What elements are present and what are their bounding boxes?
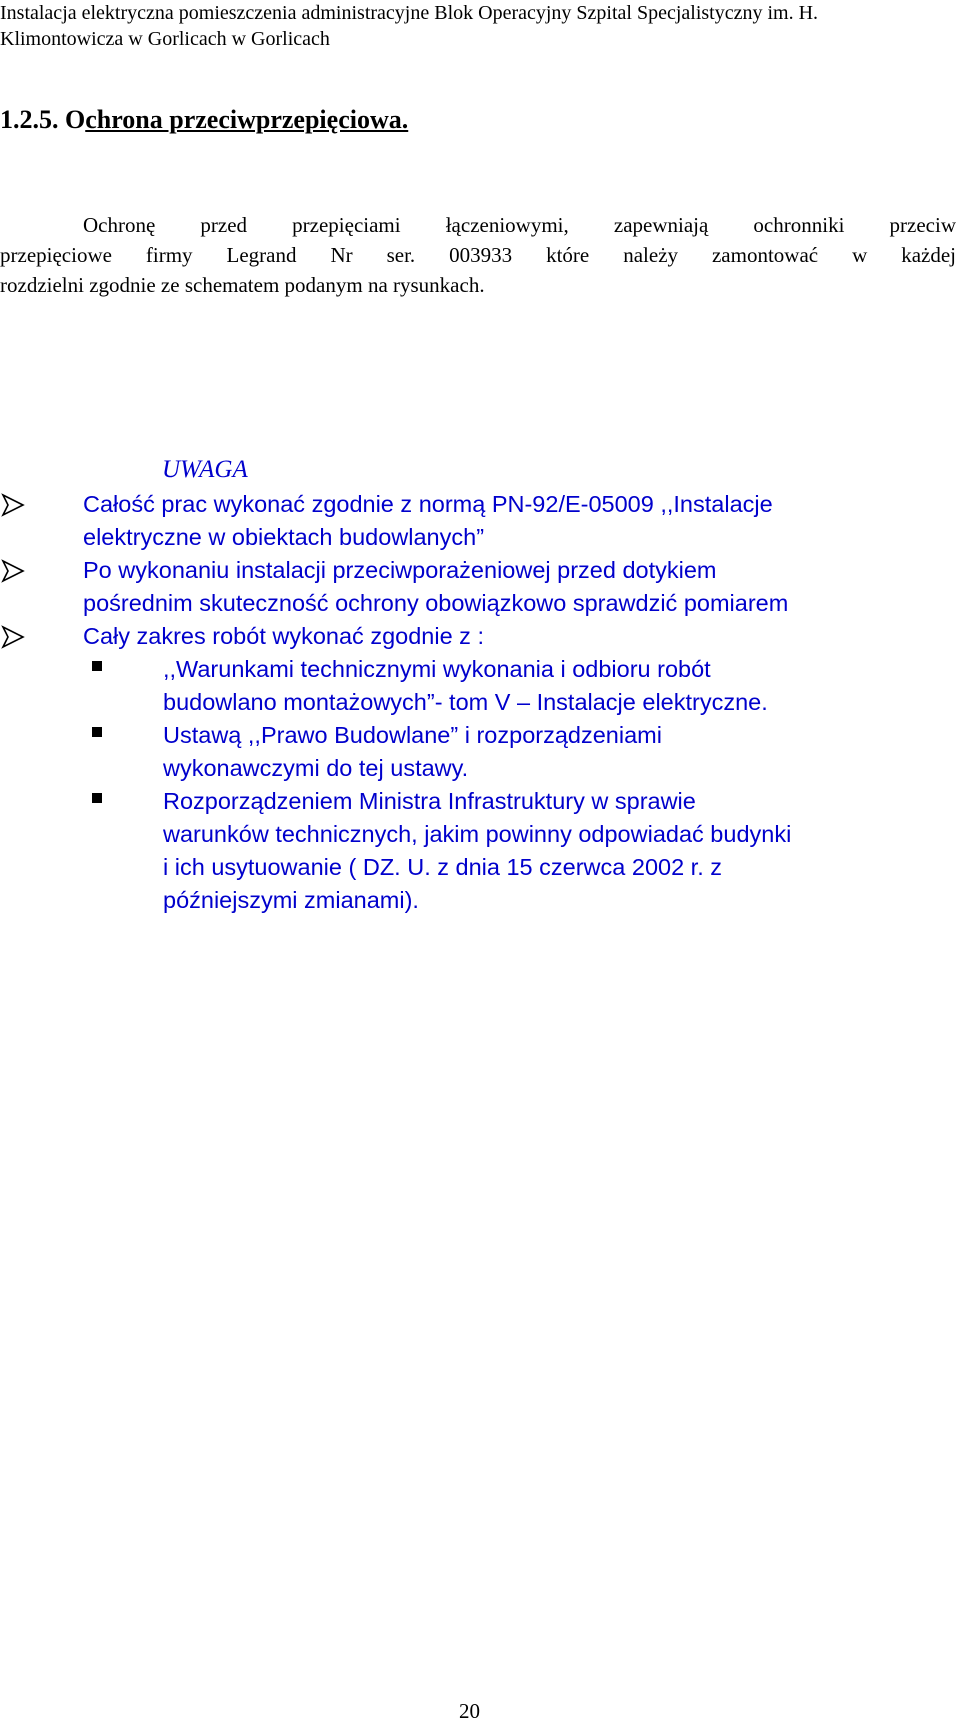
sublist-item-line: ,,Warunkami technicznymi wykonania i odbioru robót: [163, 656, 711, 682]
sublist-item-line: późniejszymi zmianami).: [163, 887, 419, 913]
arrow-bullet-icon: [0, 492, 26, 518]
list-item: [0, 488, 960, 554]
intro-paragraph: [0, 210, 956, 300]
section-heading: [0, 104, 408, 136]
uwaga-heading: UWAGA: [162, 456, 248, 483]
list-item-line: Po wykonaniu instalacji przeciwporażeniowej przed dotykiem: [83, 557, 717, 583]
list-item: [0, 620, 960, 917]
section-number: 1.2.5. O: [0, 105, 86, 134]
square-bullet-icon: [92, 793, 102, 803]
list-item-line: Cały zakres robót wykonać zgodnie z :: [83, 623, 484, 649]
list-item: [0, 554, 960, 620]
requirements-list: [0, 488, 960, 917]
arrow-bullet-icon: [0, 624, 26, 650]
section-title-text: chrona przeciwprzepięciowa.: [85, 105, 409, 134]
intro-line-3: rozdzielni zgodnie ze schematem podanym na rysunkach.: [0, 273, 485, 297]
arrow-bullet-icon: [0, 558, 26, 584]
list-item-line: pośrednim skuteczność ochrony obowiązkowo sprawdzić pomiarem: [83, 590, 789, 616]
square-bullet-icon: [92, 727, 102, 737]
running-header-line-2: Klimontowicza w Gorlicach w Gorlicach: [0, 28, 330, 50]
sublist-item-line: Rozporządzeniem Ministra Infrastruktury w sprawie: [163, 788, 696, 814]
list-item-line: elektryczne w obiektach budowlanych”: [83, 524, 485, 550]
square-bullet-icon: [92, 661, 102, 671]
sublist-item-line: warunków technicznych, jakim powinny odpowiadać budynki: [163, 821, 792, 847]
intro-line-1: Ochronę przed przepięciami łączeniowymi, zapewniają ochronniki przeciw: [83, 213, 956, 237]
page-number: 20: [459, 1699, 480, 1723]
sublist-item: [83, 653, 960, 719]
standards-sublist: [83, 653, 960, 917]
sublist-item-line: budowlano montażowych”- tom V – Instalacje elektryczne.: [163, 689, 768, 715]
sublist-item-line: wykonawczymi do tej ustawy.: [163, 755, 469, 781]
sublist-item: [83, 719, 960, 785]
running-header-line-1: Instalacja elektryczna pomieszczenia administracyjne Blok Operacyjny Szpital Specjalistyczny im. H.: [0, 2, 819, 24]
sublist-item: [83, 785, 960, 917]
sublist-item-line: Ustawą ,,Prawo Budowlane” i rozporządzeniami: [163, 722, 662, 748]
list-item-line: Całość prac wykonać zgodnie z normą PN-92/E-05009 ,,Instalacje: [83, 491, 773, 517]
sublist-item-line: i ich usytuowanie ( DZ. U. z dnia 15 czerwca 2002 r. z: [163, 854, 723, 880]
intro-line-2: przepięciowe firmy Legrand Nr ser. 003933 które należy zamontować w każdej: [0, 243, 956, 267]
running-header: [0, 0, 952, 52]
